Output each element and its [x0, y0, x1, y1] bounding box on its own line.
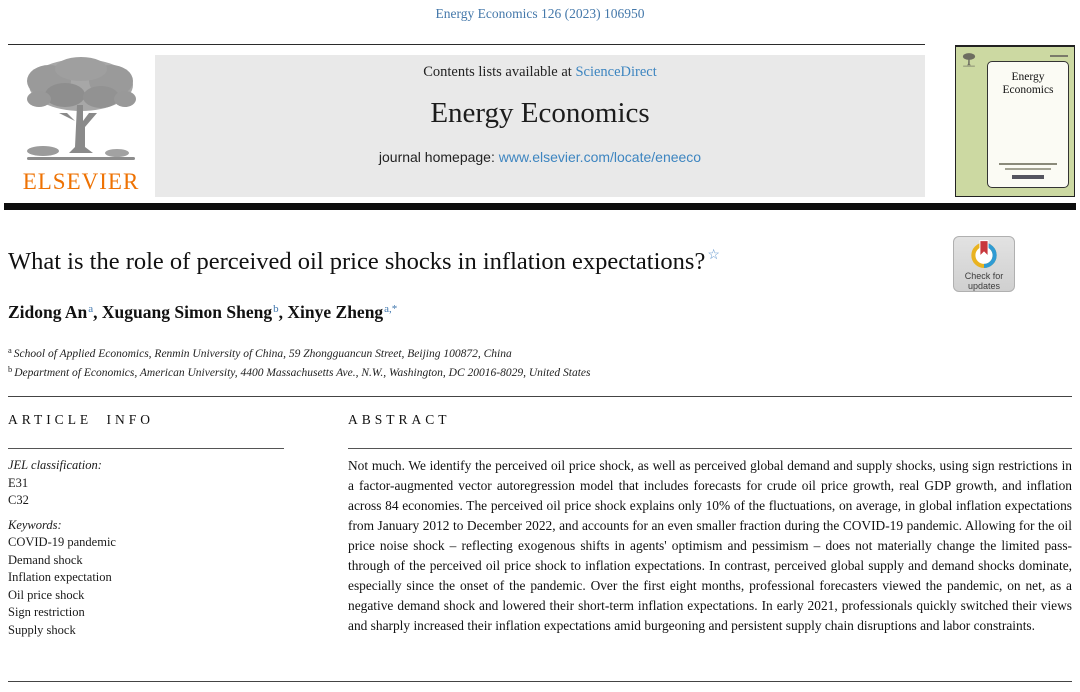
article-title: [8, 247, 938, 276]
author-list: [8, 302, 397, 323]
jel-classification-label: JEL classification:: [8, 458, 102, 472]
elsevier-logo: [8, 55, 154, 197]
jel-code: C32: [8, 493, 29, 507]
homepage-label: journal homepage:: [378, 149, 499, 165]
keyword: Demand shock: [8, 552, 83, 567]
journal-banner: [155, 55, 925, 197]
footer-divider: [8, 681, 1072, 682]
keywords-label: Keywords:: [8, 517, 62, 532]
affiliation: $^a$ School of Applied Economics, Renmin University of China, 59 Zhongguancun Street, Beijing 100872, China: [8, 345, 512, 360]
article-info-underline: [8, 448, 284, 449]
homepage-link[interactable]: www.elsevier.com/locate/eneeco: [498, 149, 702, 165]
contents-lists-text: Contents lists available at: [423, 64, 576, 80]
cover-footer-line: [999, 163, 1057, 165]
author-affiliation-mark: a: [88, 303, 94, 315]
journal-citation-link[interactable]: Energy Economics 126 (2023) 106950: [435, 6, 645, 21]
abstract-underline: [348, 448, 1072, 449]
title-footnote-star[interactable]: ☆: [707, 248, 720, 263]
article-info-column: [8, 457, 298, 639]
journal-title: Energy Economics: [430, 97, 650, 129]
check-updates-icon: [969, 239, 999, 270]
article-info-divider: [8, 396, 1072, 397]
jel-code: E31: [8, 475, 29, 490]
abstract-header: ABSTRACT: [348, 412, 451, 427]
keyword: Supply shock: [8, 622, 76, 637]
cover-publisher-mark: [1012, 175, 1044, 179]
check-updates-label: Check for updates: [964, 271, 1004, 291]
author-affiliation-mark: a,*: [384, 303, 398, 315]
cover-issue-text: [1050, 55, 1068, 57]
cover-tree-icon: [962, 52, 976, 68]
cover-footer-line: [1005, 168, 1051, 170]
check-for-updates-button[interactable]: [953, 236, 1015, 292]
section-divider-bar: [4, 203, 1076, 210]
author-affiliation-mark: b: [273, 303, 279, 315]
keyword: Inflation expectation: [8, 570, 112, 584]
keyword: Oil price shock: [8, 587, 85, 602]
header-divider: [8, 44, 925, 45]
article-title-text: What is the role of perceived oil price shocks in inflation expectations?: [8, 248, 706, 275]
article-info-header: ARTICLE INFO: [8, 412, 155, 427]
journal-cover-thumbnail: [955, 45, 1075, 197]
author: Xinye Zheng$^{a,*}$: [287, 302, 398, 322]
author: Xuguang Simon Sheng$^b$,: [101, 302, 288, 322]
elsevier-wordmark: ELSEVIER: [22, 169, 140, 194]
elsevier-tree-icon: [19, 55, 143, 167]
author: Zidong An$^a$,: [8, 302, 102, 322]
keyword: Sign restriction: [8, 605, 85, 619]
keyword: COVID-19 pandemic: [8, 535, 116, 549]
cover-journal-title: Energy Economics: [1002, 71, 1054, 96]
affiliations: [8, 343, 591, 381]
affiliation: $^b$ Department of Economics, American University, 4400 Massachusetts Ave., N.W., Washington, DC 20016-8029, United States: [8, 364, 591, 379]
journal-homepage-line: [155, 149, 925, 165]
abstract-text: Not much. We identify the perceived oil price shock, as well as perceived global demand and supply shocks, using sign restrictions in a factor-augmented vector autoregression model that includes forecasts for crude oil price growth, real GDP growth, and inflation across 84 economies. The perceived oil price shock explains only 10% of the fluctuations, on average, in global inflation expectations from January 2012 to December 2022, and accounts for an even smaller fraction during the COVID-19 pandemic. Allowing for the oil price noise shock – reflecting exogenous shifts in agents' optimism and pessimism – does not materially change the limited pass-through of the perceived oil price shock to inflation expectations. In contrast, perceived global supply and demand shocks dominate, especially since the onset of the pandemic. Over the first eight months, professional forecasters viewed the pandemic, on net, as a negative demand shock and lowered their short-term inflation expectations. In early 2021, professionals quickly switched their views and sharply increased their inflation expectations amid burgeoning and persistent supply chain disruptions and labor constraints.: [348, 458, 1072, 633]
cover-title-panel: [987, 61, 1069, 188]
contents-lists-line: [155, 64, 925, 81]
sciencedirect-link[interactable]: ScienceDirect: [575, 64, 657, 80]
